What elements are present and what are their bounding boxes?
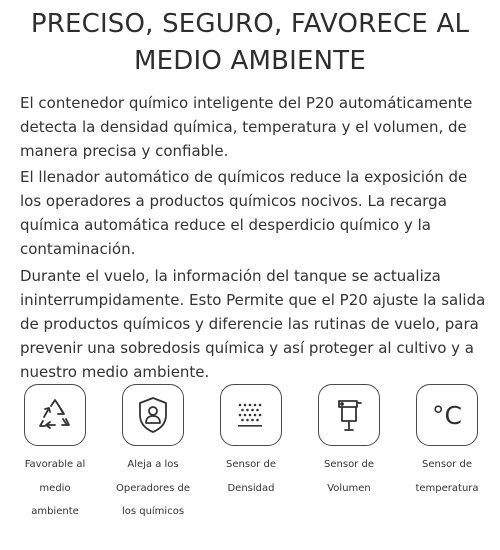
recycle-icon (24, 384, 86, 446)
feature-icons-row (0, 384, 500, 550)
feature-label: Sensor de Densidad (226, 459, 276, 494)
paragraph-flight-info: Durante el vuelo, la información del tanque se actualiza ininterrumpidamente. Esto Permite que el P20 ajuste la salida de productos químicos y diferencie las rutinas de vuelo, para prevenir una sobredosis química y así proteger al cultivo y a nuestro medio ambiente. (20, 267, 486, 381)
title-line-1: PRECISO, SEGURO, FAVORECE AL (30, 9, 470, 39)
page-title (0, 6, 500, 80)
shield-person-icon (122, 384, 184, 446)
feature-volume-sensor (309, 384, 389, 500)
feature-temperature-sensor (407, 384, 487, 500)
title-line-2: MEDIO AMBIENTE (134, 46, 366, 76)
feature-density-sensor (211, 384, 291, 500)
feature-label: Sensor de Volumen (324, 459, 374, 494)
celsius-icon (416, 384, 478, 446)
feature-eco-friendly (15, 384, 95, 524)
feature-label: Favorable al medio ambiente (24, 459, 86, 517)
celsius-symbol: °C (432, 400, 462, 430)
feature-operator-safety (113, 384, 193, 524)
density-dots-icon (220, 384, 282, 446)
paragraph-sensors: El contenedor químico inteligente del P20 automáticamente detecta la densidad química, temperatura y el volumen, de manera precisa y confiable. (20, 94, 473, 160)
volume-gauge-icon (318, 384, 380, 446)
paragraph-auto-filler: El llenador automático de químicos reduce la exposición de los operadores a productos químicos nocivos. La recarga química automática reduce el desperdicio químico y la contaminación. (20, 168, 468, 258)
feature-label: Aleja a los Operadores de los químicos (115, 459, 190, 517)
feature-label: Sensor de temperatura (415, 459, 479, 494)
